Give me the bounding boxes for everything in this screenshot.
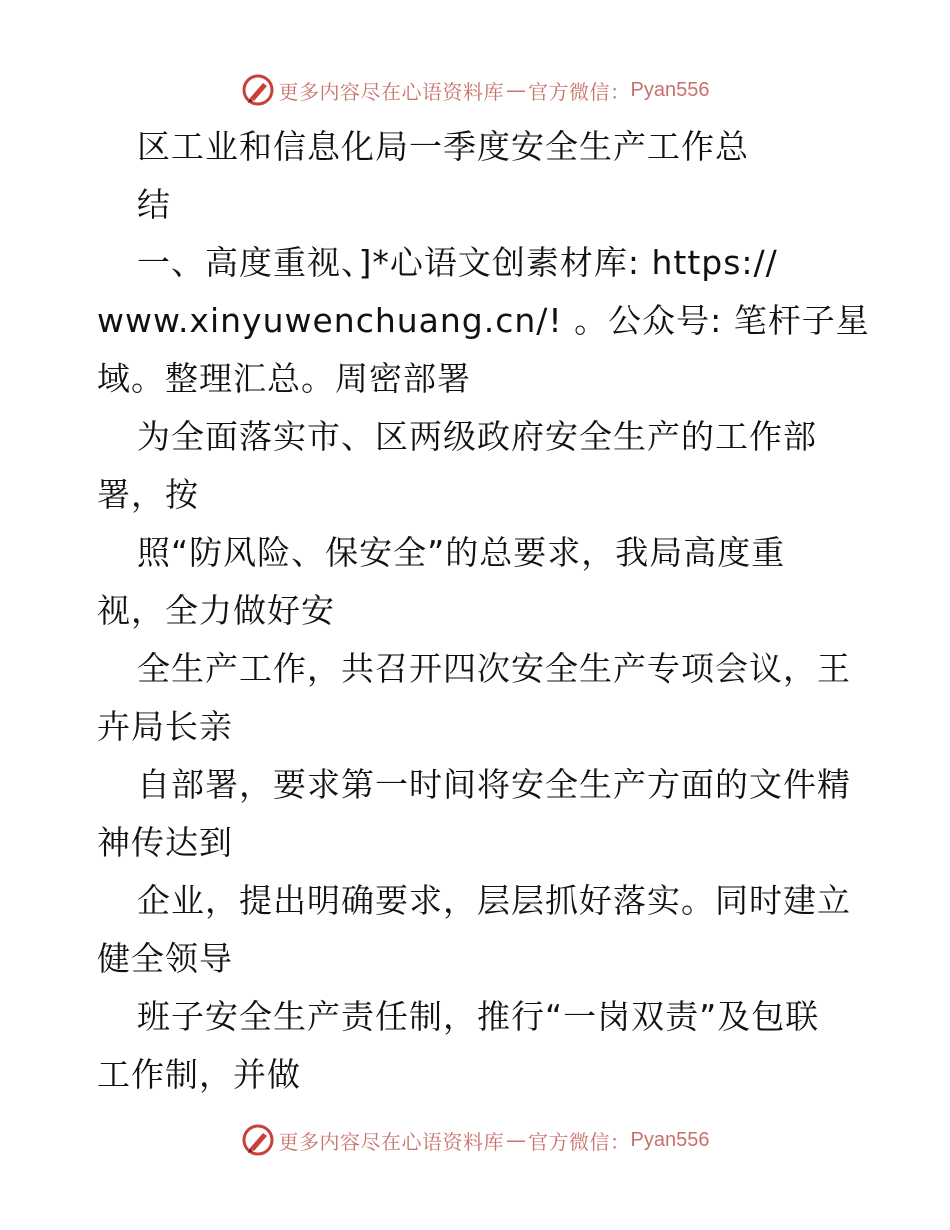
watermark-contact: 官方微信： [528,1129,631,1154]
pen-logo-icon [241,73,275,107]
watermark-text: 更多内容尽在心语资料库 [278,1129,505,1154]
doc-paragraph-line: 企业，提出明确要求，层层抓好落实。同时建立 [137,881,851,920]
doc-paragraph-line: 照“防风险、保安全”的总要求，我局高度重 [137,533,786,572]
watermark-dash: — [506,78,527,102]
watermark-dash: — [506,1128,527,1152]
doc-heading-line-1: 一、高度重视、]*心语文创素材库: https:// [137,243,778,282]
doc-paragraph-line: 自部署，要求第一时间将安全生产方面的文件精 [137,765,851,804]
doc-paragraph-line: 卉局长亲 [97,707,233,746]
watermark-id: Pyan556 [630,1128,710,1151]
watermark-contact: 官方微信： [528,79,631,104]
doc-paragraph-line: 班子安全生产责任制，推行“一岗双责”及包联 [137,997,820,1036]
doc-paragraph-line: 署，按 [97,475,199,514]
doc-paragraph-line: 工作制，并做 [97,1055,301,1094]
doc-title-line-1: 区工业和信息化局一季度安全生产工作总 [137,127,749,166]
doc-heading-line-3: 域。整理汇总。周密部署 [97,359,471,398]
doc-paragraph-line: 健全领导 [97,939,233,978]
doc-title-line-2: 结 [137,185,171,224]
doc-paragraph-line: 全生产工作，共召开四次安全生产专项会议，王 [137,649,851,688]
doc-paragraph-line: 神传达到 [97,823,233,862]
watermark-text: 更多内容尽在心语资料库 [278,79,505,104]
header-watermark [0,70,950,110]
pen-logo-icon [241,1123,275,1157]
watermark-id: Pyan556 [630,78,710,101]
footer-watermark [0,1120,950,1160]
doc-paragraph-line: 为全面落实市、区两级政府安全生产的工作部 [137,417,817,456]
doc-heading-line-2: www.xinyuwenchuang.cn/! 。公众号: 笔杆子星 [97,301,870,340]
doc-paragraph-line: 视，全力做好安 [97,591,335,630]
document-body [97,118,870,1104]
